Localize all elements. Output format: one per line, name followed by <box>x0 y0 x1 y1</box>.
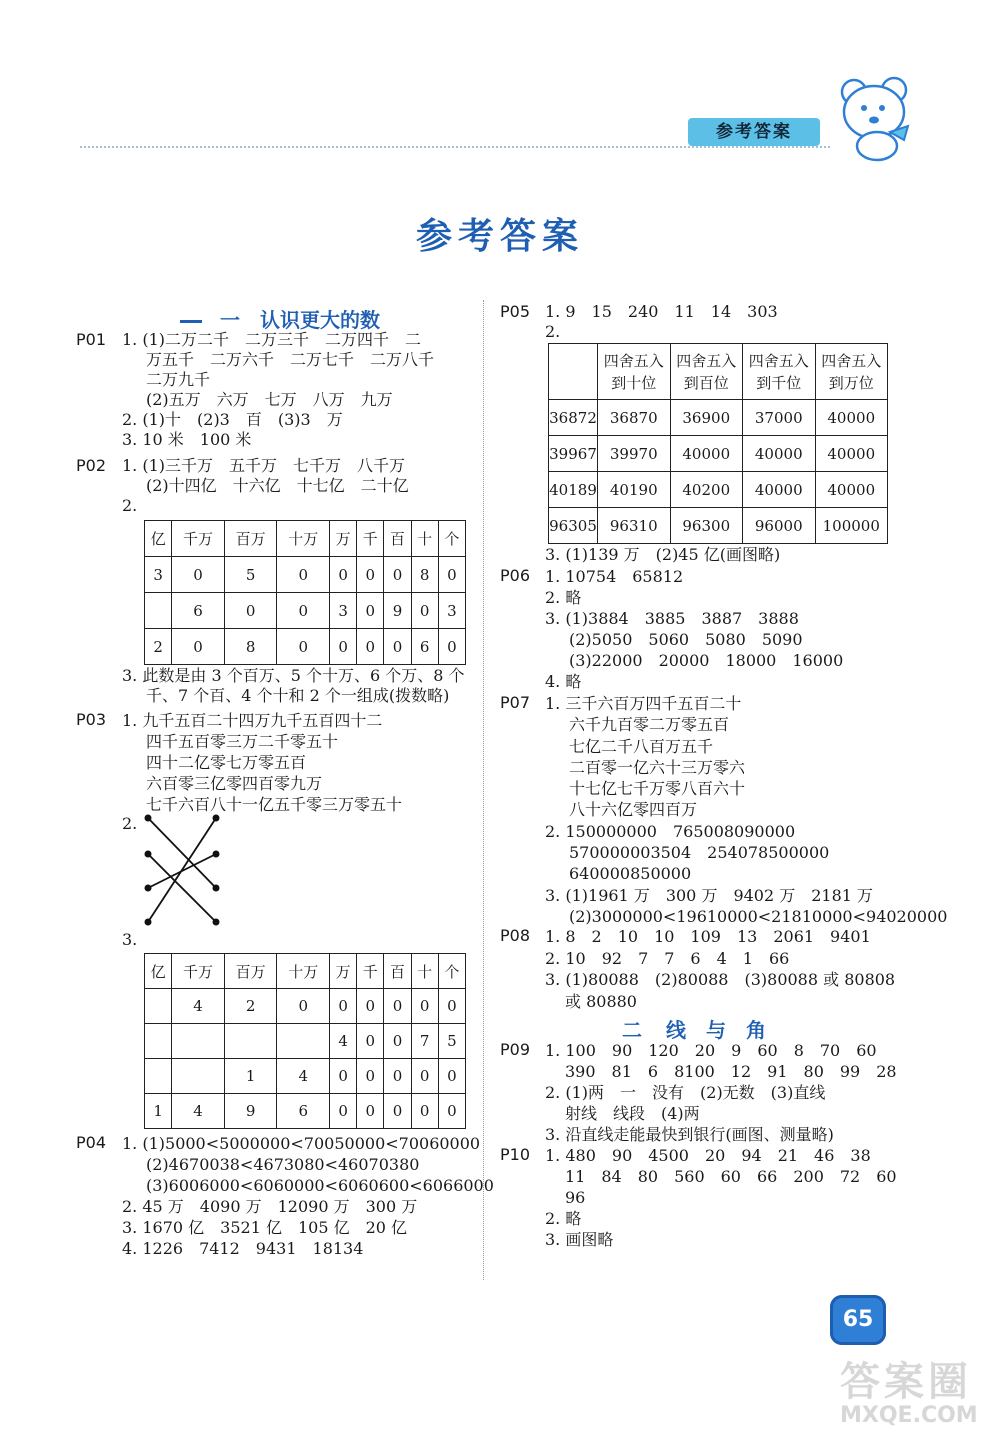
p01-answers <box>122 330 434 450</box>
answer-line: (2)4670038<4673080<46070380 <box>146 1155 420 1174</box>
page-number-badge: 65 <box>830 1295 886 1345</box>
table-row <box>145 1024 466 1059</box>
answer-line: 七亿二千八百万五千 <box>569 736 714 756</box>
table-cell: 36872 <box>549 400 598 436</box>
page-label-p04: P04 <box>76 1133 107 1152</box>
answer-line: 1. 九千五百二十四万九千五百四十二 <box>122 711 383 730</box>
p06-answers <box>545 566 843 692</box>
table-header-cell: 千 <box>357 521 384 557</box>
answer-line: 640000850000 <box>569 864 692 884</box>
table-row <box>145 593 466 629</box>
place-value-table-2 <box>144 953 466 1129</box>
page-label-p09: P09 <box>500 1040 531 1059</box>
table-cell <box>145 1059 172 1094</box>
page-label-p03: P03 <box>76 710 107 729</box>
page-label-p08: P08 <box>500 926 531 945</box>
table-header-cell: 十万 <box>277 954 330 989</box>
answer-line: 六千九百零二万零五百 <box>569 715 730 735</box>
table-header-cell: 个 <box>438 521 465 557</box>
answer-line: 3. (1)139 万 (2)45 亿(画图略) <box>545 545 781 564</box>
table-cell: 0 <box>330 1059 357 1094</box>
table-cell: 0 <box>438 629 465 665</box>
table-header-cell: 千万 <box>172 521 225 557</box>
table-cell: 0 <box>384 989 411 1024</box>
table-cell: 6 <box>411 629 438 665</box>
answer-line: 570000003504 254078500000 <box>569 843 830 863</box>
table-cell: 0 <box>357 629 384 665</box>
table-cell: 3 <box>438 593 465 629</box>
answer-line: (2)3000000<19610000<21810000<94020000 <box>569 906 948 926</box>
page-title: 参考答案 <box>415 216 584 257</box>
answer-line: 1. 8 2 10 10 109 13 2061 9401 <box>545 927 871 946</box>
bear-mascot-icon <box>832 70 922 162</box>
table-cell: 0 <box>357 989 384 1024</box>
answer-line: 四十二亿零七万零五百 <box>146 753 307 772</box>
answer-line: (3)6006000<6060000<6060600<6066000 <box>146 1176 494 1195</box>
rounding-table <box>548 343 888 544</box>
table-cell: 100000 <box>815 508 888 544</box>
table-cell <box>172 1024 225 1059</box>
table-row <box>549 508 888 544</box>
table-cell: 0 <box>357 1094 384 1129</box>
table-cell: 0 <box>438 1094 465 1129</box>
page-label-p02: P02 <box>76 456 107 475</box>
table-cell: 2 <box>224 989 277 1024</box>
answer-line: 1. (1)5000<5000000<70050000<70060000 <box>122 1134 481 1153</box>
table-header-cell <box>549 344 598 400</box>
table-header-cell: 亿 <box>145 954 172 989</box>
table-row <box>145 629 466 665</box>
table-cell: 40000 <box>743 436 816 472</box>
watermark: 答案圈 MXQE.COM <box>840 1359 978 1428</box>
table-cell: 0 <box>438 557 465 593</box>
table-cell <box>145 989 172 1024</box>
table-cell: 0 <box>277 593 330 629</box>
table-cell: 36870 <box>598 400 671 436</box>
table-row <box>145 557 466 593</box>
table-cell: 0 <box>411 1059 438 1094</box>
answer-line: (3)22000 20000 18000 16000 <box>569 651 844 670</box>
table-cell: 0 <box>277 557 330 593</box>
answer-line: 3. 沿直线走能最快到银行(画图、测量略) <box>545 1125 834 1144</box>
table-cell: 0 <box>438 989 465 1024</box>
table-cell: 40190 <box>598 472 671 508</box>
section-heading-1: 一 认识更大的数 <box>180 304 380 333</box>
answer-line: 射线 线段 (4)两 <box>565 1104 700 1123</box>
table-cell: 0 <box>384 629 411 665</box>
table-header-cell: 四舍五入 到百位 <box>670 344 743 400</box>
p02-answers-cont <box>122 666 465 706</box>
table-cell <box>145 1024 172 1059</box>
answer-line: 1. 三千六百万四千五百二十 <box>545 694 742 713</box>
table-header-cell: 个 <box>438 954 465 989</box>
table-cell: 0 <box>330 989 357 1024</box>
table-cell <box>172 1059 225 1094</box>
table-cell: 40000 <box>815 436 888 472</box>
table-cell: 0 <box>277 989 330 1024</box>
p08-answers <box>545 926 895 1012</box>
answer-line: 万五千 二万六千 二万七千 二万八千 <box>146 350 435 369</box>
answer-line: 1. 480 90 4500 20 94 21 46 38 <box>545 1146 871 1165</box>
table-cell: 1 <box>224 1059 277 1094</box>
table-cell: 0 <box>172 557 225 593</box>
answer-line: 2. 略 <box>545 588 582 607</box>
page-label-p06: P06 <box>500 566 531 585</box>
table-row <box>549 436 888 472</box>
table-header-cell: 百万 <box>224 954 277 989</box>
table-cell: 0 <box>172 629 225 665</box>
table-cell: 96310 <box>598 508 671 544</box>
table-row <box>145 989 466 1024</box>
table-header-cell: 百万 <box>224 521 277 557</box>
table-cell: 0 <box>411 1094 438 1129</box>
answer-line: 96 <box>565 1188 586 1207</box>
table-cell: 4 <box>277 1059 330 1094</box>
table-cell: 0 <box>438 1059 465 1094</box>
table-cell: 0 <box>224 593 277 629</box>
header-badge: 参考答案 <box>688 118 820 146</box>
table-header-cell: 万 <box>330 954 357 989</box>
table-header-cell: 百 <box>384 954 411 989</box>
table-cell: 36900 <box>670 400 743 436</box>
answer-line: 六百零三亿零四百零九万 <box>146 774 323 793</box>
table-cell: 37000 <box>743 400 816 436</box>
table-cell <box>224 1024 277 1059</box>
table-header-cell: 十 <box>411 954 438 989</box>
answer-line: 二万九千 <box>146 370 211 389</box>
answer-line: 1. (1)二万二千 二万三千 二万四千 二 <box>122 330 422 349</box>
header-dotted-line <box>80 146 830 148</box>
table-cell: 6 <box>277 1094 330 1129</box>
table-header-cell: 百 <box>384 521 411 557</box>
table-row <box>549 472 888 508</box>
p03-q2-label: 2. <box>122 814 138 833</box>
table-cell: 0 <box>330 1094 357 1129</box>
p07-answers <box>545 693 947 927</box>
answer-line: 3. (1)80088 (2)80088 (3)80088 或 80808 <box>545 970 896 989</box>
answer-line: 七千六百八十一亿五千零三万零五十 <box>146 795 403 814</box>
table-cell: 8 <box>224 629 277 665</box>
table-cell: 40000 <box>743 472 816 508</box>
table-cell: 0 <box>384 1059 411 1094</box>
table-cell: 9 <box>384 593 411 629</box>
table-cell: 3 <box>330 593 357 629</box>
section-heading-2: 二 线 与 角 <box>622 1018 766 1042</box>
table-cell: 40000 <box>815 400 888 436</box>
page-label-p05: P05 <box>500 302 531 321</box>
table-cell: 0 <box>357 557 384 593</box>
answer-line: 4. 1226 7412 9431 18134 <box>122 1239 364 1258</box>
answer-line: 1. 9 15 240 11 14 303 <box>545 302 778 321</box>
answer-line: 3. (1)1961 万 300 万 9402 万 2181 万 <box>545 885 874 905</box>
table-cell: 40000 <box>815 472 888 508</box>
answer-line: 3. (1)3884 3885 3887 3888 <box>545 609 799 628</box>
answer-line: 2. (1)十 (2)3 百 (3)3 万 <box>122 410 343 429</box>
table-cell: 1 <box>145 1094 172 1129</box>
answer-line: 3. 10 米 100 米 <box>122 430 252 449</box>
table-header-cell: 亿 <box>145 521 172 557</box>
answer-line: 1. 10754 65812 <box>545 567 684 586</box>
table-cell: 96300 <box>670 508 743 544</box>
table-cell: 0 <box>357 1024 384 1059</box>
table-header-cell: 千 <box>357 954 384 989</box>
place-value-table-1 <box>144 520 466 665</box>
p04-answers <box>122 1133 494 1259</box>
table-header-cell: 千万 <box>172 954 225 989</box>
answer-line: 或 80880 <box>565 991 637 1011</box>
table-header-cell: 四舍五入 到千位 <box>743 344 816 400</box>
answer-line: 4. 略 <box>545 672 582 691</box>
table-cell <box>277 1024 330 1059</box>
table-cell: 6 <box>172 593 225 629</box>
table-cell: 3 <box>145 557 172 593</box>
table-cell: 0 <box>357 593 384 629</box>
answer-line: (2)十四亿 十六亿 十七亿 二十亿 <box>146 476 409 495</box>
answer-line: 3. 此数是由 3 个百万、5 个十万、6 个万、8 个 <box>122 666 465 685</box>
table-row <box>549 400 888 436</box>
table-cell: 9 <box>224 1094 277 1129</box>
table-cell: 4 <box>172 989 225 1024</box>
page-label-p10: P10 <box>500 1145 531 1164</box>
table-cell: 39970 <box>598 436 671 472</box>
table-cell: 5 <box>438 1024 465 1059</box>
answer-line: 2. 10 92 7 7 6 4 1 66 <box>545 948 790 968</box>
table-cell: 8 <box>411 557 438 593</box>
p02-answers <box>122 456 409 516</box>
table-cell: 0 <box>384 1094 411 1129</box>
answer-line: 四千五百零三万二千零五十 <box>146 732 339 751</box>
table-cell: 96000 <box>743 508 816 544</box>
answer-line: (2)5050 5060 5080 5090 <box>569 630 803 649</box>
answer-line: 2. 150000000 765008090000 <box>545 821 796 841</box>
table-cell: 40200 <box>670 472 743 508</box>
table-cell: 0 <box>411 989 438 1024</box>
table-cell: 0 <box>277 629 330 665</box>
answer-line: 八十六亿零四百万 <box>569 800 698 820</box>
p05-answers <box>545 302 778 342</box>
answer-line: 二百零一亿六十三万零六 <box>569 757 746 777</box>
table-cell: 2 <box>145 629 172 665</box>
answer-line: (2)五万 六万 七万 八万 九万 <box>146 390 393 409</box>
table-header-cell: 四舍五入 到万位 <box>815 344 888 400</box>
table-cell: 96305 <box>549 508 598 544</box>
answer-line: 3. 画图略 <box>545 1230 614 1249</box>
p09-answers <box>545 1040 897 1145</box>
answer-line: 3. 1670 亿 3521 亿 105 亿 20 亿 <box>122 1218 408 1237</box>
table-cell: 0 <box>384 1024 411 1059</box>
p10-answers <box>545 1145 897 1250</box>
page-label-p07: P07 <box>500 693 531 712</box>
p05-answers-cont <box>545 545 780 565</box>
table-cell: 4 <box>330 1024 357 1059</box>
table-cell: 39967 <box>549 436 598 472</box>
page-label-p01: P01 <box>76 330 107 349</box>
answer-line: 2. <box>122 496 138 515</box>
matching-lines-diagram <box>138 812 228 930</box>
table-cell: 0 <box>357 1059 384 1094</box>
table-cell: 40189 <box>549 472 598 508</box>
answer-line: 1. (1)三千万 五千万 七千万 八千万 <box>122 456 406 475</box>
table-cell: 4 <box>172 1094 225 1129</box>
answer-line: 2. 略 <box>545 1209 582 1228</box>
table-cell <box>145 593 172 629</box>
table-cell: 0 <box>330 629 357 665</box>
p03-q3-label: 3. <box>122 930 138 949</box>
table-cell: 0 <box>411 593 438 629</box>
table-header-cell: 四舍五入 到十位 <box>598 344 671 400</box>
answer-line: 1. 100 90 120 20 9 60 8 70 60 <box>545 1041 877 1060</box>
answer-line: 十七亿七千万零八百六十 <box>569 779 746 799</box>
table-cell: 5 <box>224 557 277 593</box>
table-header-cell: 万 <box>330 521 357 557</box>
answer-line: 2. 45 万 4090 万 12090 万 300 万 <box>122 1197 418 1216</box>
table-cell: 0 <box>384 557 411 593</box>
answer-line: 千、7 个百、4 个十和 2 个一组成(拨数略) <box>146 686 450 705</box>
p03-answers <box>122 710 402 815</box>
table-header-cell: 十 <box>411 521 438 557</box>
answer-line: 2. <box>545 322 561 341</box>
answer-line: 11 84 80 560 60 66 200 72 60 <box>565 1167 897 1186</box>
table-header-cell: 十万 <box>277 521 330 557</box>
table-cell: 40000 <box>670 436 743 472</box>
table-cell: 7 <box>411 1024 438 1059</box>
table-row <box>145 1059 466 1094</box>
answer-line: 390 81 6 8100 12 91 80 99 28 <box>565 1062 897 1081</box>
answer-line: 2. (1)两 一 没有 (2)无数 (3)直线 <box>545 1083 826 1102</box>
table-row <box>145 1094 466 1129</box>
table-cell: 0 <box>330 557 357 593</box>
